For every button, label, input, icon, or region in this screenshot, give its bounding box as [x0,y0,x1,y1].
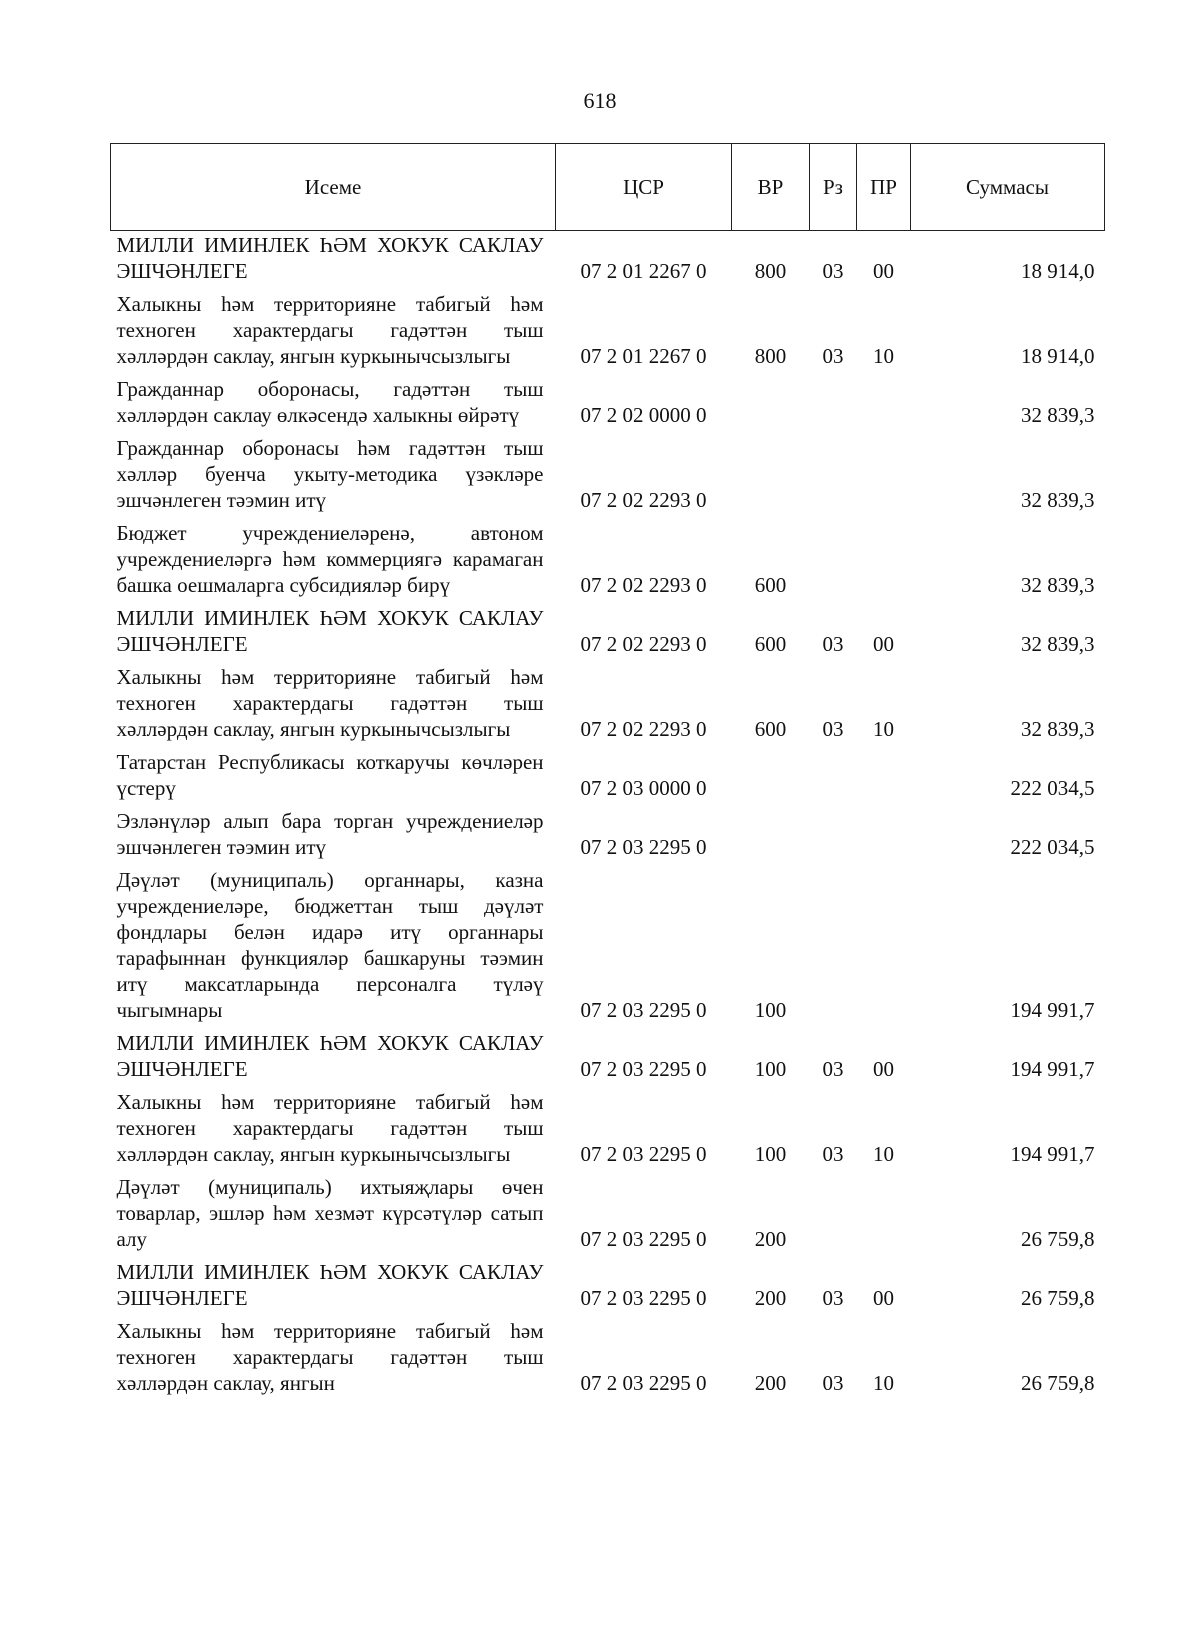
cell-csr: 07 2 02 2293 0 [580,632,707,656]
cell-rz: 03 [822,1057,844,1081]
cell-sum: 32 839,3 [1021,717,1095,741]
cell-pr [857,375,911,434]
cell-name: МИЛЛИ ИМИНЛЕК ҺӘМ ХОКУК САКЛАУ ЭШЧӘНЛЕГЕ [116,1260,544,1310]
cell-pr: 00 [873,1057,894,1081]
cell-vr: 800 [754,259,787,283]
cell-name: Татарстан Республикасы коткаручы көчләрен үстерү [116,750,544,800]
cell-name: Бюджет учреждениеләренә, автоном учреждениеләргә һәм коммерциягә карамаган башка оешмаларга субсидияләр бирү [116,521,544,597]
header-sum: Суммасы [911,144,1105,231]
cell-csr: 07 2 02 2293 0 [580,717,707,741]
cell-sum: 18 914,0 [1021,259,1095,283]
cell-csr: 07 2 01 2267 0 [580,344,707,368]
cell-pr: 10 [873,717,894,741]
table-row [111,748,1105,807]
table-row [111,519,1105,604]
cell-sum: 194 991,7 [1010,998,1095,1022]
cell-rz [810,375,857,434]
cell-pr [857,434,911,519]
cell-vr: 200 [754,1371,787,1395]
table-row [111,1088,1105,1173]
cell-name: Дәүләт (муниципаль) органнары, казна учреждениеләре, бюджеттан тыш дәүләт фондлары белән идарә итү органнары тарафыннан функцияләр башкаруны тәэмин итү максатларында персоналга түләү чыгымнары [116,868,544,1022]
table-row [111,1029,1105,1088]
cell-rz [810,807,857,866]
cell-pr: 00 [873,632,894,656]
cell-sum: 26 759,8 [1021,1286,1095,1310]
table-row [111,231,1105,291]
cell-vr: 600 [754,717,787,741]
cell-csr: 07 2 03 2295 0 [580,1371,707,1395]
cell-sum: 32 839,3 [1021,403,1095,427]
cell-vr: 200 [754,1227,787,1251]
header-pr: ПР [857,144,911,231]
cell-sum: 194 991,7 [1010,1057,1095,1081]
cell-sum: 18 914,0 [1021,344,1095,368]
table-row [111,290,1105,375]
cell-vr: 600 [754,632,787,656]
cell-vr: 100 [754,1057,787,1081]
cell-pr: 00 [873,1286,894,1310]
page-number: 618 [583,88,617,113]
cell-sum: 32 839,3 [1021,573,1095,597]
cell-name: Халыкны һәм территорияне табигый һәм техноген характердагы гадәттән тыш хәлләрдән саклау, янгын куркынычсызлыгы [116,665,544,741]
table-row [111,663,1105,748]
cell-csr: 07 2 03 2295 0 [580,1057,707,1081]
table-body [111,231,1105,1403]
cell-name: Гражданнар оборонасы һәм гадәттән тыш хәлләр буенча укыту-методика үзәкләре эшчәнлеген тәэмин итү [116,436,544,512]
table-row [111,604,1105,663]
cell-pr: 10 [873,344,894,368]
cell-csr: 07 2 03 2295 0 [580,1286,707,1310]
cell-name: Гражданнар оборонасы, гадәттән тыш хәлләрдән саклау өлкәсендә халыкны өйрәтү [116,377,544,427]
cell-sum: 194 991,7 [1010,1142,1095,1166]
cell-rz: 03 [822,1371,844,1395]
cell-csr: 07 2 02 2293 0 [580,573,707,597]
cell-sum: 26 759,8 [1021,1227,1095,1251]
table-header [111,144,1105,231]
cell-pr [857,519,911,604]
cell-vr: 200 [754,1286,787,1310]
header-csr: ЦСР [556,144,732,231]
cell-vr [732,434,810,519]
cell-vr: 100 [754,998,787,1022]
cell-vr: 100 [754,1142,787,1166]
cell-csr: 07 2 02 2293 0 [580,488,707,512]
cell-name: Халыкны һәм территорияне табигый һәм техноген характердагы гадәттән тыш хәлләрдән саклау, янгын куркынычсызлыгы [116,292,544,368]
cell-vr [732,807,810,866]
header-name: Исеме [111,144,556,231]
cell-name: Халыкны һәм территорияне табигый һәм техноген характердагы гадәттән тыш хәлләрдән саклау, янгын куркынычсызлыгы [116,1090,544,1166]
header-vr: ВР [732,144,810,231]
cell-name: Дәүләт (муниципаль) ихтыяҗлары өчен товарлар, эшләр һәм хезмәт күрсәтүләр сатып алу [116,1175,544,1251]
table-row [111,434,1105,519]
cell-csr: 07 2 02 0000 0 [580,403,707,427]
cell-pr [857,807,911,866]
cell-pr [857,1173,911,1258]
cell-pr: 10 [873,1142,894,1166]
cell-sum: 26 759,8 [1021,1371,1095,1395]
cell-sum: 222 034,5 [1010,776,1095,800]
cell-sum: 222 034,5 [1010,835,1095,859]
cell-vr: 800 [754,344,787,368]
cell-name: МИЛЛИ ИМИНЛЕК ҺӘМ ХОКУК САКЛАУ ЭШЧӘНЛЕГЕ [116,1031,544,1081]
budget-table [110,143,1105,1402]
cell-rz: 03 [822,344,844,368]
cell-rz [810,748,857,807]
cell-vr: 600 [754,573,787,597]
cell-pr [857,748,911,807]
table-row [111,375,1105,434]
header-rz: Рз [810,144,857,231]
cell-vr [732,748,810,807]
cell-rz [810,866,857,1029]
cell-name: МИЛЛИ ИМИНЛЕК ҺӘМ ХОКУК САКЛАУ ЭШЧӘНЛЕГЕ [116,606,544,656]
cell-rz: 03 [822,1286,844,1310]
cell-csr: 07 2 03 2295 0 [580,1142,707,1166]
cell-pr: 10 [873,1371,894,1395]
cell-rz: 03 [822,259,844,283]
cell-pr [857,866,911,1029]
table-row [111,1258,1105,1317]
cell-sum: 32 839,3 [1021,488,1095,512]
table-row [111,807,1105,866]
cell-rz [810,519,857,604]
cell-rz [810,434,857,519]
cell-name: МИЛЛИ ИМИНЛЕК ҺӘМ ХОКУК САКЛАУ ЭШЧӘНЛЕГЕ [116,233,544,283]
table-row [111,866,1105,1029]
cell-csr: 07 2 01 2267 0 [580,259,707,283]
cell-csr: 07 2 03 2295 0 [580,835,707,859]
cell-rz: 03 [822,632,844,656]
cell-name: Эзләнүләр алып бара торган учреждениеләр эшчәнлеген тәэмин итү [116,809,544,859]
cell-rz: 03 [822,1142,844,1166]
cell-sum: 32 839,3 [1021,632,1095,656]
cell-rz [810,1173,857,1258]
cell-rz: 03 [822,717,844,741]
table-row [111,1317,1105,1402]
cell-csr: 07 2 03 2295 0 [580,998,707,1022]
cell-csr: 07 2 03 0000 0 [580,776,707,800]
cell-name: Халыкны һәм территорияне табигый һәм техноген характердагы гадәттән тыш хәлләрдән саклау, янгын [116,1319,544,1395]
cell-vr [732,375,810,434]
table-row [111,1173,1105,1258]
cell-pr: 00 [873,259,894,283]
cell-csr: 07 2 03 2295 0 [580,1227,707,1251]
